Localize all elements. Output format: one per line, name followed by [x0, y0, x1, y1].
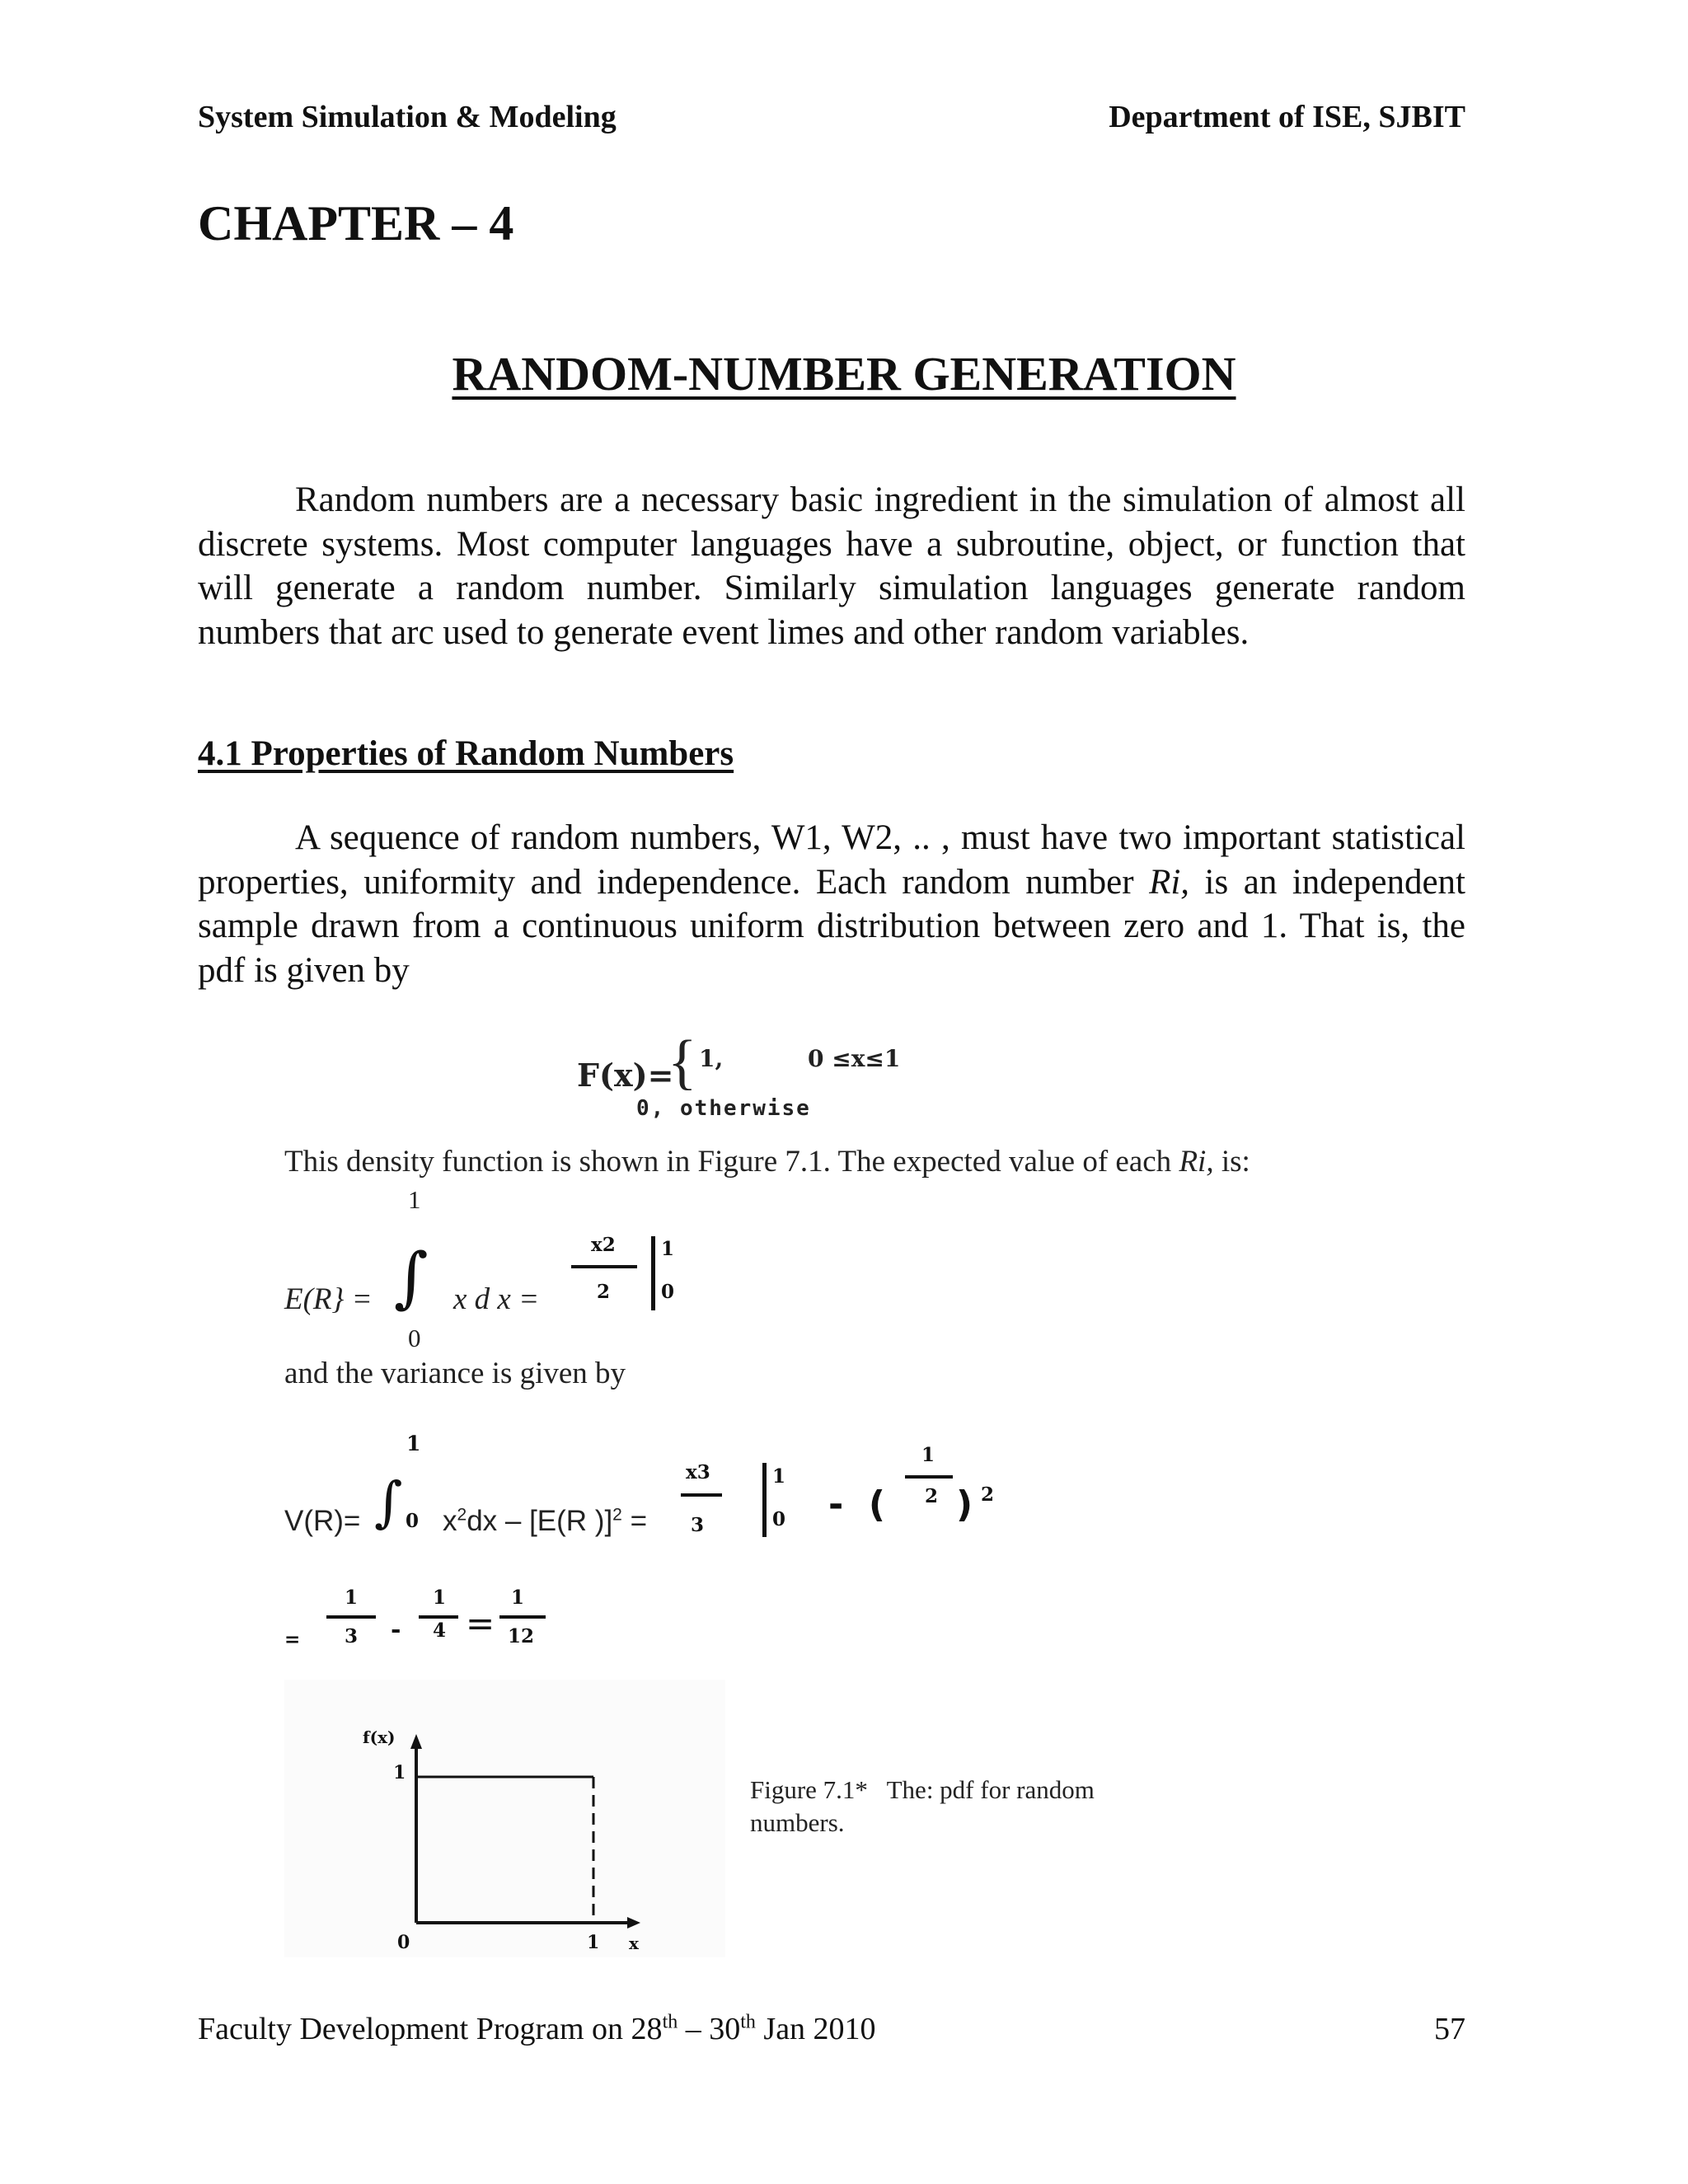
- footer-text: [198, 2011, 876, 2047]
- running-header-right: Department of ISE, SJBIT: [1109, 100, 1465, 134]
- res-eq: =: [284, 1629, 301, 1651]
- pdf-case1-value: 1,: [699, 1045, 724, 1072]
- section-paragraph-part2: is an independent sample drawn from a continuous uniform distribution between zero and 1. That is, the pdf is given by: [198, 862, 1465, 990]
- origin-label: 0: [397, 1932, 410, 1953]
- section-paragraph-part1: A sequence of random numbers, W1, W2, .. , must have two important statistical properties, uniformity and independence. Each random number: [198, 818, 1465, 902]
- page-title-text: RANDOM-NUMBER GENERATION: [452, 347, 1236, 401]
- var-lower-limit: 0: [406, 1510, 420, 1532]
- ev-lhs: E(R} =: [284, 1282, 373, 1316]
- ev-eval-top: 1: [661, 1238, 675, 1260]
- res-c-line: [499, 1615, 546, 1619]
- page-number: 57: [1434, 2012, 1465, 2046]
- integral-sign-icon: ∫: [394, 1239, 429, 1315]
- running-header-left: System Simulation & Modeling: [198, 100, 617, 134]
- var-bracket-exp: 2: [612, 1505, 622, 1525]
- var-half-numerator: 1: [921, 1444, 935, 1466]
- figure-caption-line2: numbers.: [750, 1808, 845, 1837]
- var-half-denominator: 2: [925, 1485, 939, 1507]
- ev-eval-bottom: 0: [661, 1281, 675, 1303]
- ev-fraction-denominator: 2: [597, 1281, 611, 1303]
- footer-sup2: th: [740, 2011, 756, 2033]
- res-minus: -: [391, 1615, 401, 1644]
- section-heading: 4.1 Properties of Random Numbers: [198, 734, 734, 773]
- figure-caption: [750, 1774, 1095, 1840]
- footer-part3: Jan 2010: [755, 2012, 876, 2046]
- pdf-case1-condition: 0 ≤x≤1: [808, 1045, 901, 1072]
- density-sentence-part1: This density function is shown in Figure 7.1. The expected value of each: [284, 1145, 1179, 1179]
- pdf-case2: 0, otherwise: [636, 1096, 811, 1121]
- res-c-numerator: 1: [511, 1586, 525, 1609]
- chapter-label: CHAPTER – 4: [198, 196, 514, 251]
- var-integrand-exp: 2: [457, 1505, 467, 1525]
- var-integrand: [443, 1505, 647, 1538]
- pdf-brace: {: [668, 1029, 697, 1096]
- x-tick-label: 1: [587, 1932, 600, 1953]
- var-fraction-line: [681, 1493, 722, 1497]
- var-fraction-numerator: x3: [686, 1461, 710, 1483]
- ev-upper-limit: 1: [408, 1185, 421, 1214]
- y-axis-arrow-icon: [410, 1734, 422, 1749]
- figure-caption-line1: Figure 7.1* The: pdf for random: [750, 1775, 1095, 1804]
- var-close-paren: ): [956, 1483, 973, 1526]
- var-integrand-base: x: [443, 1505, 457, 1537]
- x-axis-label: x: [629, 1933, 639, 1953]
- var-half-line: [905, 1475, 953, 1479]
- var-evaluation-bar: [762, 1463, 767, 1537]
- var-eval-bottom: 0: [772, 1508, 786, 1530]
- res-equals: =: [466, 1603, 495, 1643]
- var-equals: =: [621, 1505, 648, 1537]
- pdf-figure-plot: [284, 1680, 725, 1957]
- ev-lower-limit: 0: [408, 1324, 421, 1352]
- res-b-numerator: 1: [433, 1586, 447, 1609]
- res-a-denominator: 3: [345, 1625, 359, 1647]
- intro-paragraph: Random numbers are a necessary basic ingredient in the simulation of almost all discrete systems. Most computer languages have a subroutine, object, or function that will generate a random number. Similarly simulation languages generate random numbers that arc used to generate event limes and other random variables.: [198, 480, 1465, 652]
- res-a-numerator: 1: [345, 1586, 359, 1609]
- var-integrand-rest: dx – [E(R )]: [467, 1505, 613, 1537]
- pdf-figure: [284, 1680, 725, 1957]
- footer-part2: – 30: [678, 2012, 741, 2046]
- var-minus-open: - (: [828, 1483, 886, 1526]
- var-square: 2: [981, 1483, 995, 1506]
- var-integral-sign-icon: ∫: [374, 1470, 403, 1534]
- res-c-denominator: 12: [508, 1625, 535, 1647]
- footer-part1: Faculty Development Program on 28: [198, 2012, 663, 2046]
- density-sentence-part2: is:: [1213, 1145, 1250, 1179]
- section-paragraph: [198, 816, 1465, 992]
- y-axis-label: f(x): [363, 1727, 396, 1747]
- var-fraction-denominator: 3: [691, 1514, 705, 1536]
- footer-sup1: th: [662, 2011, 678, 2033]
- variance-sentence: and the variance is given by: [284, 1357, 626, 1390]
- res-a-line: [326, 1615, 376, 1619]
- y-tick-label: 1: [393, 1762, 406, 1783]
- density-sentence-ri: Ri,: [1179, 1145, 1214, 1179]
- res-b-line: [419, 1615, 458, 1619]
- density-sentence: [284, 1144, 1250, 1179]
- ev-fraction-line: [571, 1265, 637, 1268]
- ev-fraction-numerator: x2: [591, 1234, 616, 1256]
- var-eval-top: 1: [772, 1465, 786, 1488]
- var-lhs: V(R)=: [284, 1505, 361, 1537]
- section-paragraph-ri: Ri,: [1149, 862, 1190, 902]
- res-b-denominator: 4: [433, 1619, 447, 1642]
- ev-integrand: x d x =: [453, 1282, 540, 1316]
- ev-evaluation-bar: [651, 1236, 655, 1310]
- page-title: [0, 346, 1688, 401]
- x-axis-arrow-icon: [627, 1917, 640, 1929]
- pdf-lhs: F(x)=: [577, 1057, 674, 1094]
- var-upper-limit: 1: [406, 1432, 421, 1455]
